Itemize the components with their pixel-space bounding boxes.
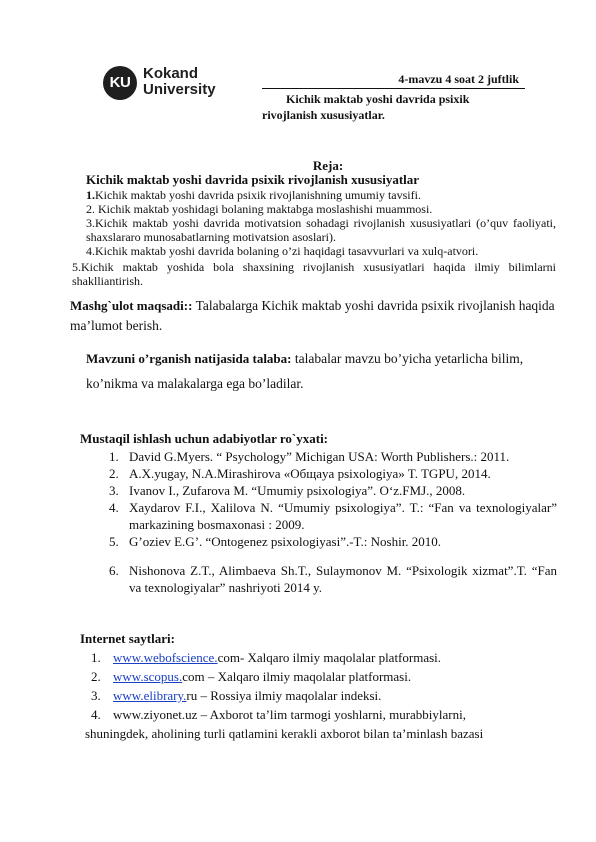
literature-item — [109, 482, 557, 499]
literature-number: 5. — [109, 534, 119, 549]
result-label: Mavzuni o’rganish natijasida talaba: — [86, 351, 292, 366]
literature-number: 2. — [109, 466, 119, 481]
literature-item — [109, 465, 557, 482]
scopus-link[interactable]: www.scopus. — [113, 669, 183, 684]
result-text: talabalar mavzu bo’yicha yetarlicha bilim, ko’nikma va malakalarga ega bo’ladilar. — [86, 351, 524, 391]
lesson-goal — [70, 296, 560, 336]
internet-item — [91, 686, 558, 705]
internet-number: 2. — [91, 669, 101, 684]
literature-text: David G.Myers. “ Psychology” Michigan USA: Worth Publishers.: 2011. — [129, 449, 510, 464]
topic-block — [262, 72, 525, 123]
literature-number: 3. — [109, 483, 119, 498]
learning-result — [86, 346, 560, 396]
plan-item-number: 3. — [86, 216, 95, 230]
goal-colon: : — [188, 298, 193, 313]
plan-item-number: 2. — [86, 202, 95, 216]
internet-title: Internet saytlari: — [80, 631, 175, 646]
topic-title-line-2: rivojlanish xususiyatlar. — [262, 108, 385, 122]
plan-item — [86, 216, 556, 244]
internet-text: com- Xalqaro ilmiy maqolalar platformasi. — [217, 650, 442, 665]
literature-text: A.X.yugay, N.A.Mirashirova «Общaya psixologiya» T. TGPU, 2014. — [129, 466, 491, 481]
plan-item-number: 5. — [72, 260, 81, 274]
internet-text: ru – Rossiya ilmiy maqolalar indeksi. — [186, 688, 382, 703]
internet-list — [85, 648, 558, 743]
topic-header: 4-mavzu 4 soat 2 juftlik — [262, 72, 525, 89]
literature-text: Ivanov I., Zufarova M. “Umumiy psixologiya”. O‘z.FMJ., 2008. — [129, 483, 466, 498]
literature-item — [109, 533, 557, 550]
literature-number: 6. — [109, 563, 119, 578]
elibrary-link[interactable]: www.elibrary. — [113, 688, 187, 703]
plan-item-text: Kichik maktab yoshidagi bolaning maktabga moslashishi muammosi. — [95, 202, 433, 216]
goal-text: Talabalarga Kichik maktab yoshi davrida psixik rivojlanish haqida ma’lumot berish. — [70, 298, 555, 333]
internet-number: 4. — [91, 707, 101, 722]
internet-text: www.ziyonet.uz – Axborot ta’lim tarmogi yoshlarni, murabbiylarni, — [113, 707, 466, 722]
plan-item-text: Kichik maktab yoshi davrida motivatsion sohadagi rivojlanish xususiyatlari (o’quv faoliyati, shaxslararo munosabatlarning motivatsion asoslari). — [86, 216, 556, 244]
literature-text: Nishonova Z.T., Alimbaeva Sh.T., Sulaymonov M. “Psixologik xizmat”.T. “Fan va texnologiyalar” nashriyoti 2014 y. — [129, 563, 557, 595]
goal-label: Mashg`ulot maqsadi: — [70, 298, 189, 313]
internet-item-continuation: shuningdek, aholining turli qatlamini kerakli axborot bilan ta’minlash bazasi — [85, 726, 484, 741]
literature-number: 4. — [109, 500, 119, 515]
plan-item-text: Kichik maktab yoshi davrida psixik rivojlanishning umumiy tavsifi. — [95, 188, 421, 202]
literature-title: Mustaqil ishlash uchun adabiyotlar ro`yxati: — [80, 431, 329, 446]
internet-item — [91, 648, 558, 667]
literature-text: Xaydarov F.I., Xalilova N. “Umumiy psixologiya”. T.: “Fan va texnologiyalar” markazining bosmaxonasi : 2009. — [129, 500, 557, 532]
internet-item — [91, 667, 558, 686]
logo-line-2: University — [143, 81, 216, 98]
literature-item — [109, 562, 557, 596]
internet-item — [91, 705, 558, 724]
logo-line-1: Kokand — [143, 65, 199, 82]
literature-text: G’oziev E.G’. “Ontogenez psixologiyasi”.-T.: Noshir. 2010. — [129, 534, 442, 549]
internet-number: 3. — [91, 688, 101, 703]
topic-title-line-1: Kichik maktab yoshi davrida psixik — [286, 92, 470, 106]
webofscience-link[interactable]: www.webofscience. — [113, 650, 218, 665]
kokand-university-logo — [103, 64, 233, 104]
literature-item — [109, 499, 557, 533]
literature-list — [109, 448, 557, 596]
plan-heading: Reja: — [312, 158, 344, 173]
plan-item-number: 1. — [86, 188, 95, 202]
internet-text: com – Xalqaro ilmiy maqolalar platformasi. — [182, 669, 412, 684]
plan-item-number: 4. — [86, 244, 95, 258]
internet-number: 1. — [91, 650, 101, 665]
plan-item — [86, 202, 556, 216]
literature-number: 1. — [109, 449, 119, 464]
plan-item-text: Kichik maktab yoshida bola shaxsining rivojlanish xususiyatlari haqida ilmiy bilimlarni shaklliantirish. — [72, 260, 556, 288]
plan-item-text: Kichik maktab yoshi davrida bolaning o’zi haqidagi tasavvurlari va xulq-atvori. — [95, 244, 479, 258]
literature-item — [109, 448, 557, 465]
plan-list — [72, 188, 556, 288]
plan-item — [86, 244, 556, 258]
plan-item — [72, 260, 556, 288]
logo-wordmark — [143, 66, 216, 98]
logo-mark: KU — [103, 66, 137, 100]
plan-item — [86, 188, 556, 202]
plan-title: Kichik maktab yoshi davrida psixik rivojlanish xususiyatlar — [86, 172, 420, 187]
